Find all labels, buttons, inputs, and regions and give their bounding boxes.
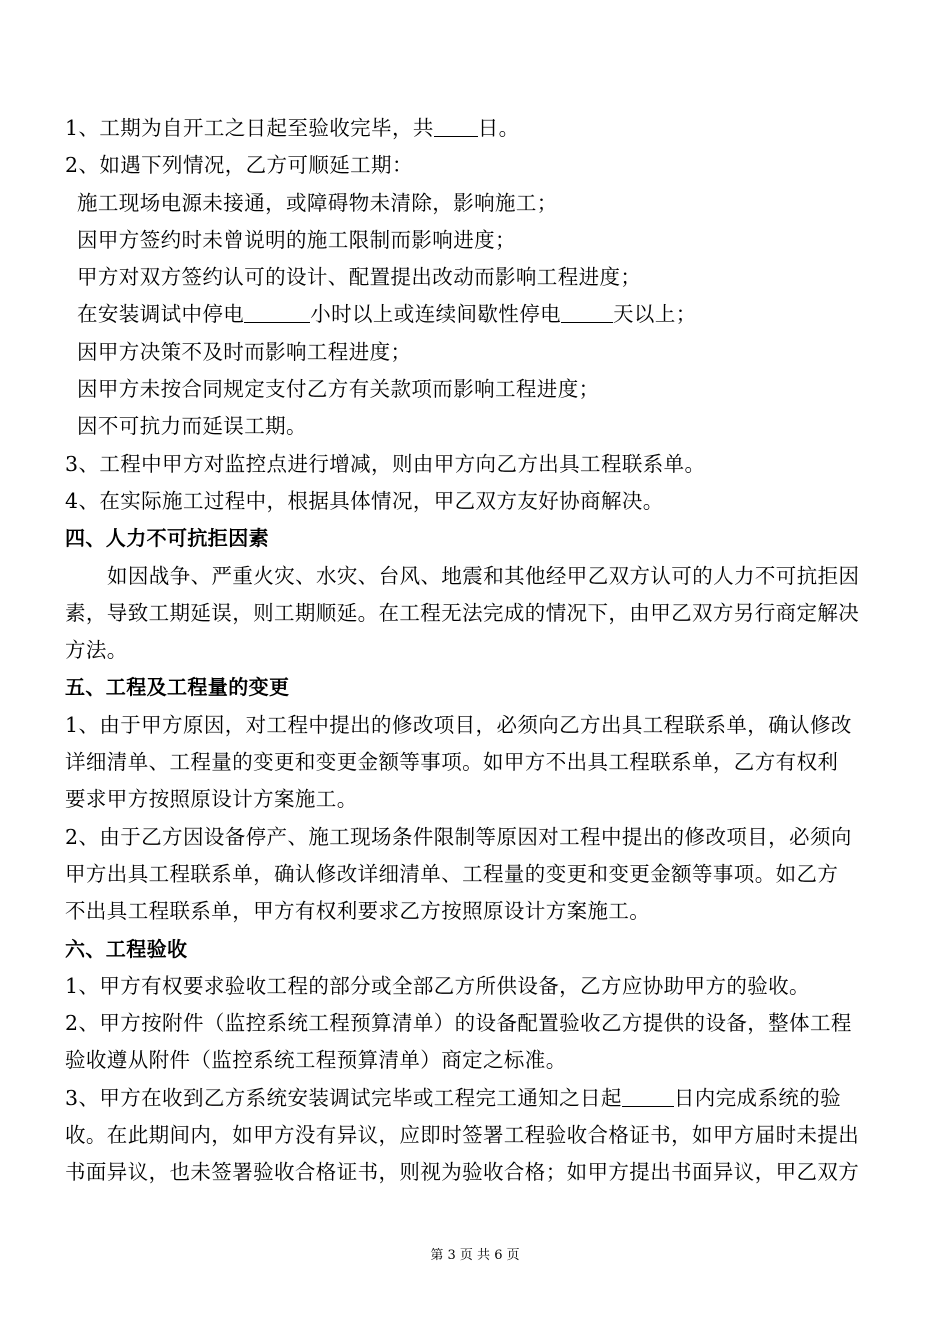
list-item: 施工现场电源未接通，或障碍物未清除，影响施工； — [77, 190, 558, 215]
text: 日。 — [477, 116, 520, 140]
paragraph-line: 详细清单、工程量的变更和变更金额等事项。如甲方不出具工程联系单，乙方有权利 — [65, 750, 839, 775]
paragraph-line: 1、甲方有权要求验收工程的部分或全部乙方所供设备，乙方应协助甲方的验收。 — [65, 973, 810, 998]
paragraph-line: 不出具工程联系单，甲方有权利要求乙方按照原设计方案施工。 — [65, 899, 651, 924]
paragraph-line: 收。在此期间内，如甲方没有异议，应即时签署工程验收合格证书，如甲方届时未提出 — [65, 1123, 860, 1148]
paragraph-line: 2、由于乙方因设备停产、施工现场条件限制等原因对工程中提出的修改项目，必须向 — [65, 824, 852, 849]
text: 小时以上或连续间歇性停电 — [310, 302, 562, 327]
clause-3-3: 3、工程中甲方对监控点进行增减，则由甲方向乙方出具工程联系单。 — [65, 451, 706, 476]
list-item: 因甲方签约时未曾说明的施工限制而影响进度； — [77, 227, 516, 252]
section-heading-5: 五、工程及工程量的变更 — [65, 675, 290, 700]
blank-field — [434, 114, 478, 137]
paragraph-line: 书面异议，也未签署验收合格证书，则视为验收合格；如甲方提出书面异议，甲乙双方 — [65, 1160, 860, 1185]
list-item: 因甲方未按合同规定支付乙方有关款项而影响工程进度； — [77, 377, 600, 402]
text: 3、甲方在收到乙方系统安装调试完毕或工程完工通知之日起 — [65, 1085, 622, 1110]
blank-field — [622, 1084, 674, 1107]
list-item — [65, 296, 885, 333]
section-heading-6: 六、工程验收 — [65, 936, 188, 961]
clause-3-4: 4、在实际施工过程中，根据具体情况，甲乙双方友好协商解决。 — [65, 488, 664, 513]
paragraph-line: 验收遵从附件（监控系统工程预算清单）商定之标准。 — [65, 1048, 567, 1073]
text: 天以上； — [613, 302, 697, 327]
paragraph-line — [65, 1080, 885, 1117]
paragraph-line: 素，导致工期延误，则工期顺延。在工程无法完成的情况下，由甲乙双方另行商定解决 — [65, 600, 860, 625]
page-number: 第 3 页 共 6 页 — [430, 1248, 520, 1263]
list-item: 因不可抗力而延误工期。 — [77, 414, 307, 439]
blank-field — [561, 300, 613, 323]
paragraph-line: 方法。 — [65, 638, 128, 663]
list-item: 因甲方决策不及时而影响工程进度； — [77, 339, 412, 364]
blank-field — [244, 300, 310, 323]
paragraph-line: 甲方出具工程联系单，确认修改详细清单、工程量的变更和变更金额等事项。如乙方 — [65, 861, 839, 886]
paragraph-line: 2、甲方按附件（监控系统工程预算清单）的设备配置验收乙方提供的设备，整体工程 — [65, 1011, 852, 1036]
document-page — [65, 110, 885, 1192]
paragraph-line: 如因战争、严重火灾、水灾、台风、地震和其他经甲乙双方认可的人力不可抗拒因 — [107, 563, 860, 588]
clause-3-1 — [65, 110, 885, 147]
list-item: 甲方对双方签约认可的设计、配置提出改动而影响工程进度； — [77, 265, 642, 290]
section-heading-4: 四、人力不可抗拒因素 — [65, 526, 269, 551]
paragraph-line: 1、由于甲方原因，对工程中提出的修改项目，必须向乙方出具工程联系单，确认修改 — [65, 712, 852, 737]
paragraph-line: 要求甲方按照原设计方案施工。 — [65, 787, 358, 812]
clause-3-2: 2、如遇下列情况，乙方可顺延工期： — [65, 153, 413, 178]
text: 1、工期为自开工之日起至验收完毕，共 — [65, 116, 434, 140]
text: 日内完成系统的验 — [673, 1085, 842, 1110]
text: 在安装调试中停电 — [77, 302, 245, 327]
